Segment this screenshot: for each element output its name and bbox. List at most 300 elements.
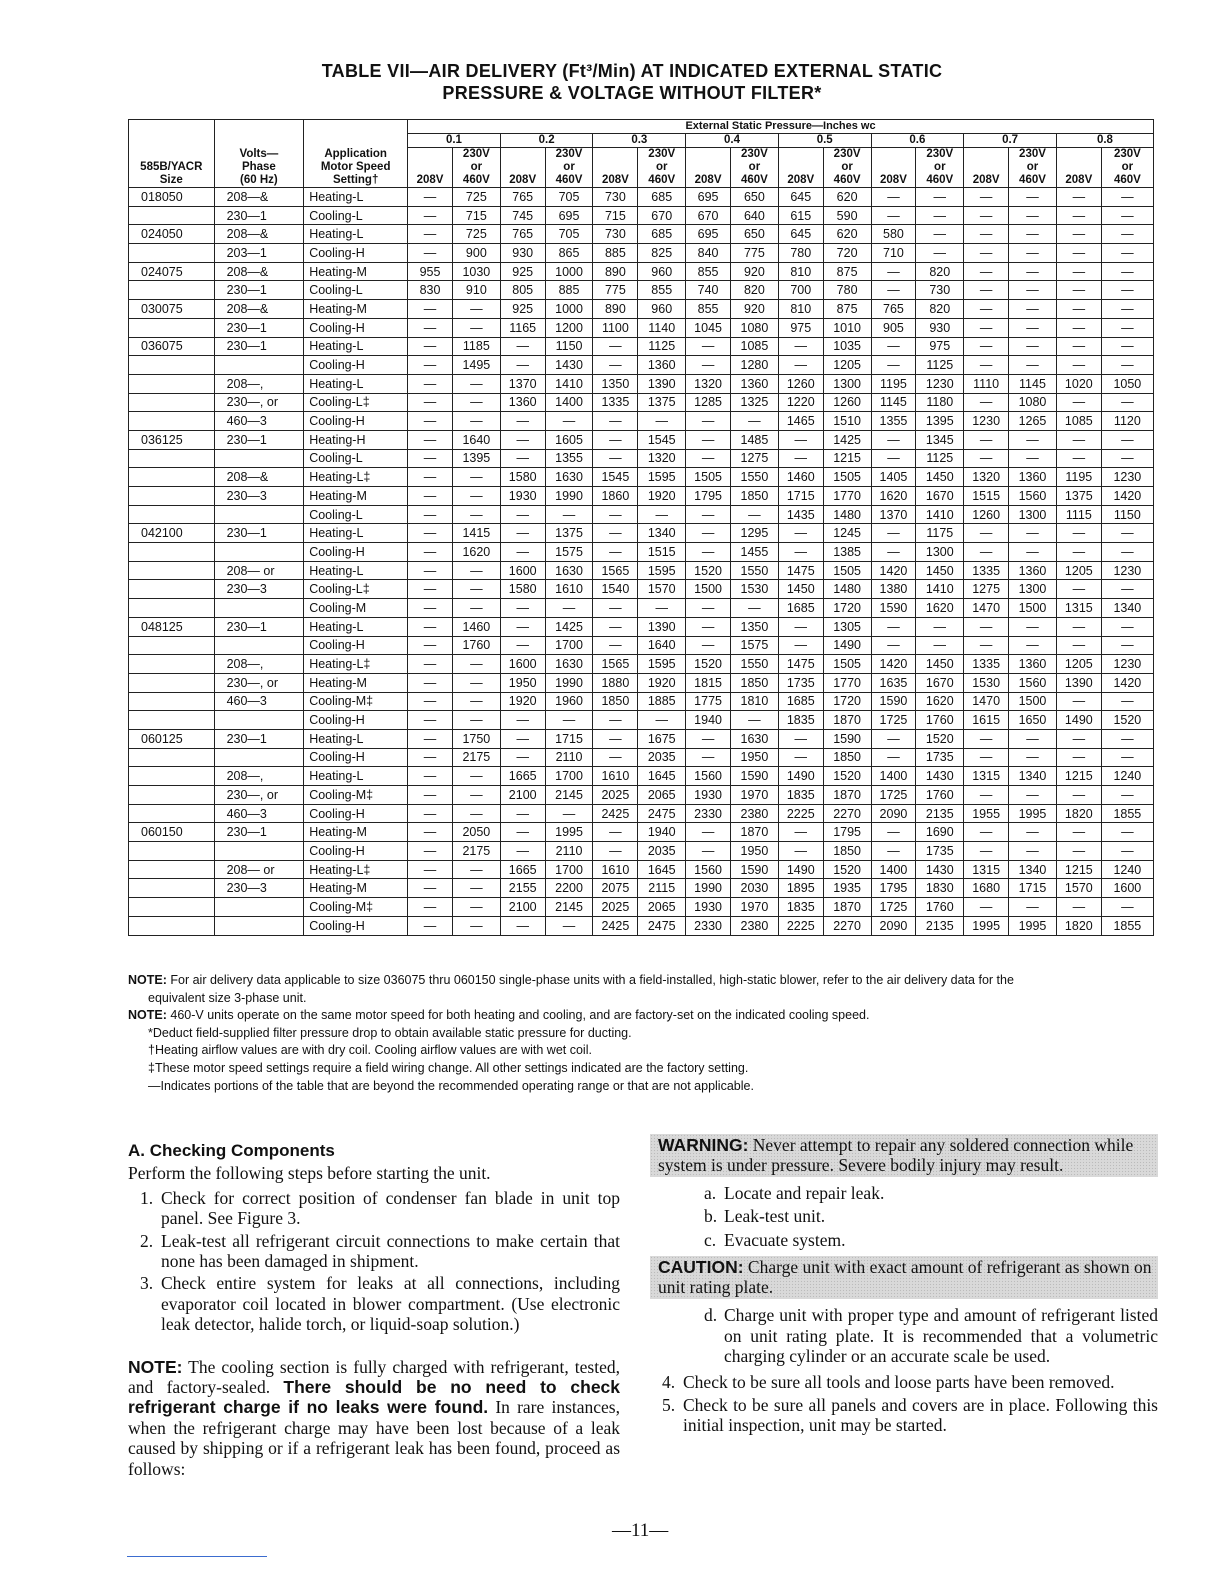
cfm-cell: 1640 [638,636,686,655]
cfm-cell: 1990 [686,879,731,898]
cfm-cell: 1760 [916,786,964,805]
application-cell: Cooling-L [304,281,408,300]
cfm-cell: 1495 [452,356,500,375]
application-cell: Heating-M [304,673,408,692]
cfm-cell: — [452,468,500,487]
cfm-cell: 1020 [1056,374,1101,393]
size-cell: 024050 [129,225,215,244]
cfm-cell: 1720 [823,599,871,618]
table-row [129,356,1154,375]
cfm-cell: — [1009,823,1057,842]
cfm-cell: 1180 [916,393,964,412]
cfm-cell: — [1009,356,1057,375]
cfm-cell: 1405 [871,468,916,487]
table-row [129,916,1154,935]
cfm-cell: 1990 [545,673,593,692]
pressure-group-header: External Static Pressure—Inches wc [408,120,1154,134]
cfm-cell: — [408,188,453,207]
cfm-cell: — [1056,898,1101,917]
application-cell: Cooling-M‡ [304,692,408,711]
cfm-cell: — [1056,449,1101,468]
cfm-cell: 1700 [545,767,593,786]
cfm-cell: — [408,711,453,730]
cfm-cell: — [871,543,916,562]
cfm-cell: — [593,636,638,655]
cfm-cell: 2035 [638,748,686,767]
cfm-cell: 1080 [730,318,778,337]
volts-phase-cell: 208—, [214,374,304,393]
table-row [129,599,1154,618]
cfm-cell: 2330 [686,916,731,935]
step-item: 3. Check entire system for leaks at all connections, including evaporator coil located in blower compartment. (Use electronic leak detector, halide torch, or liquid-soap solution.) [140,1273,620,1335]
cfm-cell: 1715 [545,729,593,748]
cfm-cell: 1715 [1009,879,1057,898]
cfm-cell: 1565 [593,655,638,674]
cfm-cell: 1855 [1101,804,1153,823]
cfm-cell: 1475 [778,561,823,580]
cfm-cell: 1245 [823,524,871,543]
application-cell: Cooling-L [304,449,408,468]
cfm-cell: 730 [593,188,638,207]
volts-phase-cell [214,356,304,375]
cfm-cell: — [1101,393,1153,412]
table-row [129,692,1154,711]
cfm-cell: 1505 [823,468,871,487]
cfm-cell: — [593,524,638,543]
voltage-230-460-header: 230V or 460V [545,148,593,188]
air-delivery-table [128,119,1154,936]
cfm-cell: 1630 [545,561,593,580]
cfm-cell: 1770 [823,487,871,506]
cfm-cell: — [686,356,731,375]
cfm-cell: 1490 [778,767,823,786]
cfm-cell: 810 [778,300,823,319]
cfm-cell: 1995 [545,823,593,842]
cfm-cell: — [500,599,545,618]
cfm-cell: 590 [823,206,871,225]
cfm-cell: 1230 [1101,655,1153,674]
cfm-cell: 1630 [730,729,778,748]
cfm-cell: — [593,449,638,468]
cfm-cell: 810 [778,262,823,281]
cfm-cell: 920 [730,300,778,319]
cfm-cell: — [593,543,638,562]
cfm-cell: — [452,318,500,337]
cfm-cell: 1415 [452,524,500,543]
voltage-208-header: 208V [778,148,823,188]
cfm-cell: — [778,823,823,842]
cfm-cell: 1610 [593,767,638,786]
cfm-cell: 2035 [638,842,686,861]
cfm-cell: — [1101,524,1153,543]
volts-phase-cell: 230—, or [214,673,304,692]
cfm-cell: — [452,599,500,618]
cfm-cell: 1000 [545,262,593,281]
cfm-cell: 780 [778,244,823,263]
cfm-cell: 1375 [545,524,593,543]
cfm-cell: 1520 [823,767,871,786]
cfm-cell: — [1101,430,1153,449]
cfm-cell: 1995 [1009,916,1057,935]
table-row [129,393,1154,412]
cfm-cell: 1435 [778,505,823,524]
cfm-cell: 715 [452,206,500,225]
cfm-cell: 715 [593,206,638,225]
cfm-cell: 1080 [1009,393,1057,412]
cfm-cell: 1635 [871,673,916,692]
cfm-cell: 1320 [638,449,686,468]
cfm-cell: — [686,543,731,562]
cfm-cell: — [964,898,1009,917]
cfm-cell: 740 [686,281,731,300]
cfm-cell: 875 [823,262,871,281]
cfm-cell: 1390 [1056,673,1101,692]
cfm-cell: — [871,636,916,655]
cfm-cell: 1735 [916,842,964,861]
cfm-cell: 685 [638,188,686,207]
cfm-cell: 1560 [686,860,731,879]
substep-item: a. Locate and repair leak. [704,1183,885,1203]
cfm-cell: — [545,711,593,730]
cfm-cell: — [964,356,1009,375]
cfm-cell: 1230 [964,412,1009,431]
cfm-cell: 1550 [730,468,778,487]
volts-phase-cell: 208—& [214,468,304,487]
intro-text: Perform the following steps before starting the unit. [128,1163,491,1184]
cfm-cell: 1675 [638,729,686,748]
cfm-cell: 1395 [916,412,964,431]
size-cell [129,655,215,674]
cfm-cell: 1370 [871,505,916,524]
size-cell [129,860,215,879]
cfm-cell: — [1056,580,1101,599]
cfm-cell: 1460 [778,468,823,487]
cfm-cell: 615 [778,206,823,225]
cfm-cell: 1590 [823,729,871,748]
cfm-cell: 2200 [545,879,593,898]
pressure-header: 0.2 [500,134,593,148]
cfm-cell: — [1009,337,1057,356]
application-cell: Heating-L [304,225,408,244]
note-1: NOTE: For air delivery data applicable to size 036075 thru 060150 single-phase units with a field-installed, high-static blower, refer to the air delivery data for the [128,973,1014,987]
cfm-cell: — [500,916,545,935]
cfm-cell: 765 [500,225,545,244]
cfm-cell: — [964,842,1009,861]
cfm-cell: — [408,244,453,263]
cfm-cell: 960 [638,262,686,281]
cfm-cell: 960 [638,300,686,319]
cfm-cell: 955 [408,262,453,281]
cfm-cell: 1590 [871,599,916,618]
cfm-cell: 1125 [916,449,964,468]
cfm-cell: 1810 [730,692,778,711]
cfm-cell: — [408,860,453,879]
cfm-cell: — [408,729,453,748]
volts-header: Volts— Phase (60 Hz) [214,120,304,188]
cfm-cell: 1595 [638,561,686,580]
application-cell: Cooling-L‡ [304,393,408,412]
cfm-cell: 1050 [1101,374,1153,393]
cfm-cell: 2155 [500,879,545,898]
cfm-cell: 1480 [823,505,871,524]
cfm-cell: 1950 [500,673,545,692]
cfm-cell: 1205 [823,356,871,375]
cfm-cell: 1600 [500,561,545,580]
cfm-cell: 1470 [964,599,1009,618]
cfm-cell: 1380 [871,580,916,599]
cfm-cell: — [871,206,916,225]
cfm-cell: — [545,412,593,431]
cfm-cell: — [1056,617,1101,636]
cfm-cell: — [452,300,500,319]
cfm-cell: 1490 [778,860,823,879]
cfm-cell: — [408,206,453,225]
cfm-cell: — [593,748,638,767]
application-cell: Heating-L [304,767,408,786]
cfm-cell: 1605 [545,430,593,449]
size-cell [129,412,215,431]
cfm-cell: 1545 [593,468,638,487]
cfm-cell: 1430 [545,356,593,375]
cfm-cell: — [593,711,638,730]
cfm-cell: 1395 [452,449,500,468]
cfm-cell: 855 [686,300,731,319]
cfm-cell: — [916,188,964,207]
size-cell [129,206,215,225]
cfm-cell: 1835 [778,786,823,805]
cfm-cell: 1145 [1009,374,1057,393]
caution-box: CAUTION: Charge unit with exact amount of refrigerant as shown on unit rating plate. [650,1256,1158,1299]
cfm-cell: 1390 [638,374,686,393]
cfm-cell: — [916,206,964,225]
cfm-cell: — [408,225,453,244]
cfm-cell: 2090 [871,804,916,823]
cfm-cell: 1560 [1009,673,1057,692]
cfm-cell: 820 [916,262,964,281]
cfm-cell: 1620 [916,692,964,711]
table-row [129,804,1154,823]
cfm-cell: — [1056,393,1101,412]
final-steps [650,1372,1158,1435]
cfm-cell: — [778,430,823,449]
cfm-cell: — [964,449,1009,468]
footnote-dash: —Indicates portions of the table that are beyond the recommended operating range or that are not applicable. [148,1078,754,1093]
cfm-cell: 1165 [500,318,545,337]
cfm-cell: — [1101,580,1153,599]
cfm-cell: — [452,804,500,823]
cfm-cell: 1760 [452,636,500,655]
cfm-cell: 1360 [1009,655,1057,674]
cfm-cell: 1300 [1009,505,1057,524]
cfm-cell: 1450 [778,580,823,599]
cfm-cell: 1715 [778,487,823,506]
volts-phase-cell [214,505,304,524]
cfm-cell: — [545,505,593,524]
cfm-cell: 695 [686,188,731,207]
cfm-cell: 1795 [823,823,871,842]
cfm-cell: 1305 [823,617,871,636]
cfm-cell: — [778,356,823,375]
cfm-cell: 2135 [916,916,964,935]
cfm-cell: — [500,412,545,431]
cfm-cell: — [500,449,545,468]
cfm-cell: — [964,318,1009,337]
size-cell [129,449,215,468]
cfm-cell: — [545,804,593,823]
cfm-cell: — [408,393,453,412]
cfm-cell: — [452,767,500,786]
cfm-cell: 865 [545,244,593,263]
cfm-cell: 1485 [730,430,778,449]
cfm-cell: 1505 [686,468,731,487]
cfm-cell: 2075 [593,879,638,898]
cfm-cell: — [1009,748,1057,767]
cfm-cell: 1085 [730,337,778,356]
cfm-cell: — [871,337,916,356]
cfm-cell: — [778,617,823,636]
cfm-cell: — [916,244,964,263]
cfm-cell: — [686,524,731,543]
cfm-cell: 1880 [593,673,638,692]
size-cell [129,748,215,767]
volts-phase-cell: 460—3 [214,412,304,431]
cfm-cell: — [686,505,731,524]
cfm-cell: 745 [500,206,545,225]
application-cell: Cooling-H [304,916,408,935]
cfm-cell: 1505 [823,655,871,674]
cfm-cell: 695 [545,206,593,225]
cfm-cell: — [500,430,545,449]
cfm-cell: 890 [593,300,638,319]
pressure-header: 0.5 [778,134,871,148]
cfm-cell: — [452,374,500,393]
application-cell: Cooling-L‡ [304,580,408,599]
volts-phase-cell [214,599,304,618]
cfm-cell: 1385 [823,543,871,562]
cfm-cell: — [408,916,453,935]
cfm-cell: 2425 [593,804,638,823]
cfm-cell: 1355 [545,449,593,468]
cfm-cell: — [1101,842,1153,861]
application-cell: Heating-H [304,430,408,449]
cfm-cell: 685 [638,225,686,244]
table-row [129,505,1154,524]
table-title-line2: PRESSURE & VOLTAGE WITHOUT FILTER* [442,83,822,103]
cfm-cell: 1815 [686,673,731,692]
cfm-cell: 2115 [638,879,686,898]
size-cell: 030075 [129,300,215,319]
cfm-cell: 1530 [964,673,1009,692]
cfm-cell: 1115 [1056,505,1101,524]
cfm-cell: 1000 [545,300,593,319]
voltage-208-header: 208V [871,148,916,188]
size-cell [129,318,215,337]
application-cell: Heating-L [304,374,408,393]
voltage-230-460-header: 230V or 460V [730,148,778,188]
cfm-cell: — [500,729,545,748]
application-cell: Heating-L [304,524,408,543]
cfm-cell: 930 [916,318,964,337]
cfm-cell: 700 [778,281,823,300]
cfm-cell: 775 [593,281,638,300]
cfm-cell: 1870 [823,898,871,917]
table-row [129,561,1154,580]
cfm-cell: — [1056,318,1101,337]
cfm-cell: — [916,636,964,655]
application-cell: Heating-L‡ [304,860,408,879]
table-row [129,337,1154,356]
cfm-cell: 730 [593,225,638,244]
cfm-cell: 1775 [686,692,731,711]
cfm-cell: 1630 [545,655,593,674]
cfm-cell: — [1101,823,1153,842]
cfm-cell: — [593,842,638,861]
cfm-cell: 1285 [686,393,731,412]
cfm-cell: 1360 [1009,468,1057,487]
voltage-230-460-header: 230V or 460V [823,148,871,188]
cfm-cell: 1690 [916,823,964,842]
cfm-cell: 1570 [1056,879,1101,898]
cfm-cell: — [871,356,916,375]
table-title-line1: TABLE VII—AIR DELIVERY (Ft³/Min) AT INDICATED EXTERNAL STATIC [321,61,943,81]
cfm-cell: 1700 [545,860,593,879]
size-cell: 060150 [129,823,215,842]
pressure-header: 0.1 [408,134,501,148]
cfm-cell: 1100 [593,318,638,337]
volts-phase-cell: 230—1 [214,337,304,356]
cfm-cell: 1590 [871,692,916,711]
cfm-cell: — [500,543,545,562]
cfm-cell: — [1101,300,1153,319]
table-row [129,300,1154,319]
cfm-cell: — [1101,898,1153,917]
cfm-cell: — [1056,748,1101,767]
application-cell: Cooling-H [304,804,408,823]
cfm-cell: — [686,636,731,655]
cfm-cell: 1735 [916,748,964,767]
cfm-cell: — [1101,281,1153,300]
cfm-cell: — [686,337,731,356]
cfm-cell: 2030 [730,879,778,898]
cfm-cell: 765 [500,188,545,207]
cfm-cell: — [500,505,545,524]
cfm-cell: — [452,786,500,805]
cfm-cell: — [408,879,453,898]
cfm-cell: 1930 [500,487,545,506]
cfm-cell: — [408,356,453,375]
cfm-cell: 1860 [593,487,638,506]
volts-phase-cell [214,842,304,861]
table-row [129,860,1154,879]
table-row [129,487,1154,506]
cfm-cell: 1665 [500,860,545,879]
cfm-cell: 1340 [1101,599,1153,618]
cfm-cell: 1870 [730,823,778,842]
cfm-cell: — [730,505,778,524]
cfm-cell: — [1056,356,1101,375]
cfm-cell: 640 [730,206,778,225]
cfm-cell: 1685 [778,599,823,618]
cfm-cell: 1870 [823,786,871,805]
cfm-cell: 705 [545,188,593,207]
cfm-cell: 1850 [823,748,871,767]
cfm-cell: 1620 [452,543,500,562]
cfm-cell: 1345 [916,430,964,449]
table-row [129,786,1154,805]
volts-phase-cell: 230—, or [214,393,304,412]
cfm-cell: 1335 [964,655,1009,674]
cfm-cell: 1120 [1101,412,1153,431]
